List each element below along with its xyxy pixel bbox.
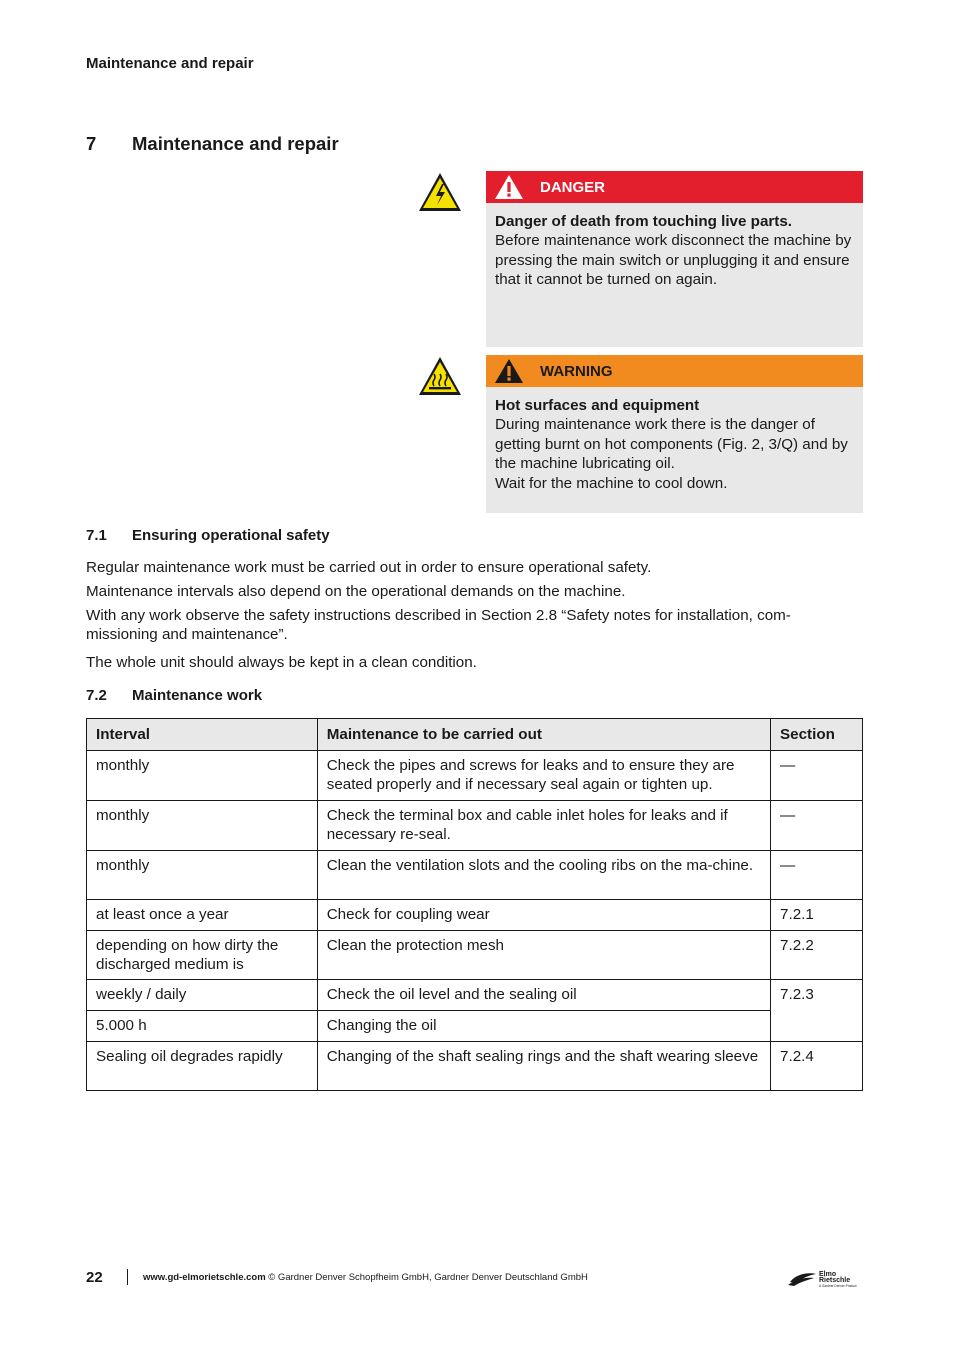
exclamation-triangle-icon <box>494 358 524 384</box>
chapter-title: Maintenance and repair <box>132 133 339 154</box>
danger-label: DANGER <box>540 178 606 196</box>
maintenance-cell: Check for coupling wear <box>317 899 770 930</box>
maintenance-cell: Changing of the shaft sealing rings and the shaft wearing sleeve <box>317 1042 770 1091</box>
section-title: Maintenance work <box>132 687 263 704</box>
interval-cell: 5.000 h <box>87 1011 318 1042</box>
table-row <box>87 1011 863 1042</box>
interval-cell: monthly <box>87 751 318 801</box>
section-title: Ensuring operational safety <box>132 527 330 544</box>
warning-text-2: Wait for the machine to cool down. <box>495 474 728 492</box>
maintenance-cell: Check the terminal box and cable inlet holes for leaks and if necessary re-seal. <box>317 800 770 850</box>
section-heading-7-2 <box>86 687 262 704</box>
section-cell: — <box>771 850 863 899</box>
logo-line1: Elmo <box>819 1271 837 1278</box>
warning-lead: Hot surfaces and equipment <box>495 397 700 414</box>
section-cell: 7.2.3 <box>771 980 863 1042</box>
danger-lead: Danger of death from touching live parts. <box>495 213 793 230</box>
section-cell: 7.2.2 <box>771 930 863 980</box>
paragraph: Regular maintenance work must be carried out in order to ensure operational safety. <box>86 559 652 576</box>
hot-surface-warning-icon <box>417 355 463 397</box>
table-row <box>87 899 863 930</box>
section-number: 7.1 <box>86 527 107 544</box>
footer-divider <box>127 1269 128 1285</box>
table-row <box>87 751 863 801</box>
column-header-maintenance: Maintenance to be carried out <box>317 719 770 751</box>
table-row <box>87 800 863 850</box>
maintenance-cell: Clean the protection mesh <box>317 930 770 980</box>
section-cell: — <box>771 751 863 801</box>
interval-cell: monthly <box>87 850 318 899</box>
logo-line2: Rietschle <box>819 1277 851 1284</box>
footer-url: www.gd-elmorietschle.com <box>143 1272 266 1283</box>
maintenance-table <box>86 718 863 1091</box>
exclamation-triangle-icon <box>494 174 524 200</box>
paragraph: The whole unit should always be kept in a clean condition. <box>86 654 477 671</box>
table-row <box>87 930 863 980</box>
interval-cell: monthly <box>87 800 318 850</box>
danger-text: Before maintenance work disconnect the machine by pressing the main switch or unplugging it and ensure that it cannot be turned on again. <box>495 232 852 289</box>
interval-cell: depending on how dirty the discharged medium is <box>87 930 318 980</box>
danger-notice <box>486 171 863 347</box>
interval-cell: weekly / daily <box>87 980 318 1011</box>
maintenance-cell: Changing the oil <box>317 1011 770 1042</box>
danger-body <box>486 203 863 290</box>
table-row <box>87 980 863 1011</box>
section-cell: 7.2.1 <box>771 899 863 930</box>
maintenance-cell: Check the oil level and the sealing oil <box>317 980 770 1011</box>
footer-copyright: © Gardner Denver Schopfheim GmbH, Gardner Denver Deutschland GmbH <box>265 1272 588 1283</box>
column-header-interval: Interval <box>87 719 318 751</box>
logo-tagline: A Gardner Denver Product <box>819 1284 857 1288</box>
interval-cell: at least once a year <box>87 899 318 930</box>
interval-cell: Sealing oil degrades rapidly <box>87 1042 318 1091</box>
table-header-row <box>87 719 863 751</box>
section-heading-7-1 <box>86 527 330 544</box>
section-cell: 7.2.4 <box>771 1042 863 1091</box>
warning-label: WARNING <box>540 362 613 380</box>
warning-bar <box>486 355 863 387</box>
paragraph: Maintenance intervals also depend on the operational demands on the machine. <box>86 583 626 600</box>
high-voltage-warning-icon <box>417 171 463 213</box>
warning-body <box>486 387 863 493</box>
paragraph: With any work observe the safety instructions described in Section 2.8 “Safety notes for installation, com-missioning and maintenance”. <box>86 607 791 644</box>
elmo-rietschle-logo <box>786 1268 866 1290</box>
maintenance-cell: Clean the ventilation slots and the cooling ribs on the ma-chine. <box>317 850 770 899</box>
page-number: 22 <box>86 1269 103 1286</box>
chapter-heading <box>86 133 339 155</box>
footer-credit <box>143 1272 588 1283</box>
section-cell: — <box>771 800 863 850</box>
running-header: Maintenance and repair <box>86 55 254 72</box>
table-row <box>87 850 863 899</box>
warning-notice <box>486 355 863 513</box>
page-footer <box>86 1269 866 1291</box>
warning-text: During maintenance work there is the danger of getting burnt on hot components (Fig. 2, 3/Q) and by the machine lubricating oil. <box>495 416 848 473</box>
column-header-section: Section <box>771 719 863 751</box>
chapter-number: 7 <box>86 133 97 154</box>
section-number: 7.2 <box>86 687 107 704</box>
maintenance-cell: Check the pipes and screws for leaks and to ensure they are seated properly and if necessary seal again or tighten up. <box>317 751 770 801</box>
danger-bar <box>486 171 863 203</box>
table-row <box>87 1042 863 1091</box>
